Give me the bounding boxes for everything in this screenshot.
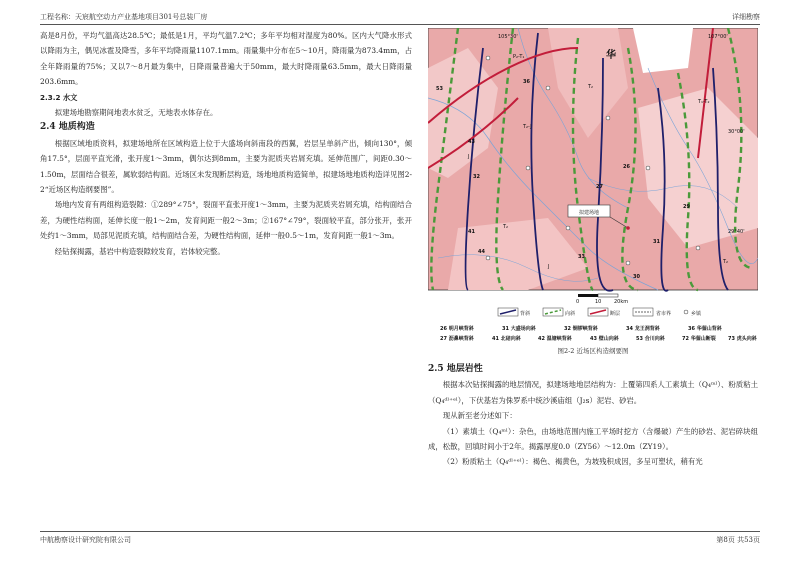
- structure-item: 53 合川向斜: [636, 336, 665, 342]
- structure-item: 43 壁山向斜: [590, 336, 619, 342]
- structure-number: 30: [633, 274, 640, 280]
- scale-label: 10: [595, 299, 602, 305]
- strata-paragraph: 根据本次钻探揭露的地层情况，拟建场地地层结构为：上覆第四系人工素填土（Q₄ᵐˡ）、粉质粘土（Q₄ᵈˡ⁺ᵉˡ），下伏基岩为侏罗系中统沙溪庙组（J₂s）泥岩、砂岩。: [428, 380, 758, 405]
- survey-stage: 详细勘察: [732, 13, 760, 21]
- scale-label: 20km: [614, 299, 629, 305]
- structure-number: 29: [683, 204, 690, 210]
- hydrology-paragraph: 拟建场地勘察期间地表水贫乏，无地表水体存在。: [54, 108, 218, 118]
- figure-caption: 图2-2 近场区构造纲要图: [557, 347, 629, 355]
- page-footer: [40, 531, 760, 545]
- drilling-paragraph: 经钻探揭露，基岩中构造裂隙较发育，岩体较完整。: [54, 246, 225, 256]
- legend-label: 省市界: [656, 311, 672, 317]
- structure-item: 73 虎头向斜: [728, 336, 757, 342]
- town-symbol: [684, 310, 688, 314]
- structure-item: 72 华蓥山断裂: [682, 336, 716, 342]
- unit-label: J: [548, 264, 550, 270]
- strata-intro: 现从新至老分述如下：: [442, 411, 517, 421]
- legend-label: 向斜: [565, 311, 576, 317]
- structure-map-figure: [428, 28, 758, 348]
- left-column: [40, 28, 412, 259]
- clay-description: （2）粉质粘土（Q₄ᵈˡ⁺ᵉˡ）：褐色、褐黄色，为坡残积成因，多呈可塑状，稍有光: [442, 457, 703, 467]
- site-point: [626, 226, 630, 230]
- coord-tr: 107°00': [708, 34, 728, 40]
- structure-number: 44: [478, 249, 485, 255]
- structure-number: 26: [623, 164, 630, 170]
- legend-label: 背斜: [520, 311, 531, 317]
- coord-r1: 30°00': [728, 129, 745, 135]
- page-number: 第8页 共53页: [716, 536, 760, 544]
- structure-item: 27 沥鼻峡背斜: [440, 336, 474, 342]
- unit-label: J: [468, 154, 470, 160]
- structure-item: 34 龙王洞背斜: [626, 326, 660, 332]
- page-header: [40, 6, 760, 25]
- map-blank-area: [633, 28, 693, 73]
- structure-item: 42 温塘峡背斜: [538, 336, 572, 342]
- scale-bar: [576, 294, 628, 305]
- structure-number: 41: [468, 229, 475, 235]
- scale-label: 0: [576, 299, 580, 305]
- coord-tl: 105°30': [498, 34, 518, 40]
- structure-number: 43: [468, 139, 475, 145]
- right-column: [428, 362, 758, 470]
- structure-number: 33: [578, 254, 585, 260]
- structure-item: 32 铜锣峡背斜: [564, 326, 598, 332]
- coord-r2: 29°40': [728, 229, 745, 235]
- hua-label: 华: [606, 50, 616, 61]
- legend-label: 断层: [610, 311, 621, 317]
- site-label: 拟建场地: [578, 210, 600, 216]
- geology-heading: 2.4 地质构造: [40, 122, 95, 133]
- geology-paragraph: 根据区域地质资料，拟建场地所在区域构造上位于大盛场向斜南段的西翼，岩层呈单斜产出，倾向130°，倾角17.5°，层面平直光滑，张开度1～3mm，偶尔达到8mm，主要为泥质夹岩屑充填。延伸范围广，间距0.30～1.50m，层面结合很差，属软弱结构面。近场区未发现断层构造，场地地质构造简单，拟建场地地质构造详见图2-2“近场区构造纲要图”。: [40, 138, 412, 195]
- structure-number: 36: [523, 79, 530, 85]
- structure-number: 32: [473, 174, 480, 180]
- project-name: 工程名称：天宸航空动力产业基地项目301号总装厂房: [40, 13, 208, 21]
- unit-label: P₂-T₁: [513, 54, 525, 60]
- fill-description: （1）素填土（Q₄ᵐˡ）：杂色，由场地范围内施工平场时挖方（含爆破）产生的砂岩、泥岩碎块组成，松散，回填时间小于2年。揭露厚度0.0（ZY56）～12.0m（ZY19）。: [428, 426, 758, 452]
- fracture-paragraph: 场地内发育有两组构造裂隙：①289°∠75°，裂面平直张开度1～3mm，主要为泥质夹岩屑充填，结构面结合差，为硬性结构面，延伸长度一般1～2m，发育间距一般2～3m；②167°∠79°，裂面较平直，部分张开，张开处约1～3mm，局部见泥质充填，结构面结合差，为硬性结构面，延伸一般0.5～1m，发育间距一般1～3m。: [40, 200, 412, 241]
- unit-label: T₂: [723, 259, 729, 265]
- structure-item: 26 明月峡背斜: [440, 326, 474, 332]
- structure-number: 31: [653, 239, 660, 245]
- structure-list: [440, 325, 757, 342]
- company-name: 中航勘察设计研究院有限公司: [40, 536, 131, 544]
- strata-heading: 2.5 地层岩性: [428, 364, 483, 374]
- unit-label: T₂-J: [523, 124, 532, 130]
- hydrology-heading: 2.3.2 水文: [40, 92, 78, 102]
- unit-label: T₂: [503, 224, 509, 230]
- structure-item: 41 北碚向斜: [492, 336, 521, 342]
- structure-number: 53: [436, 86, 443, 92]
- map-legend: [498, 308, 702, 317]
- structure-number: 27: [596, 184, 603, 190]
- climate-paragraph: 高是8月份，平均气温高达28.5℃；最低是1月，平均气温7.2℃；多年平均相对湿度为80%。区内大气降水形式以降雨为主，偶见冰雹及降雪，多年平均降雨量1107.1mm。雨量集中分布在5～10月，降雨量为873.4mm，占全年降雨量的75%；又以7～8月最为集中，日降雨量普遍大于50mm，最大时降雨量63.5mm，最大日降雨量203.6mm。: [40, 31, 412, 87]
- structure-item: 31 大盛场向斜: [502, 326, 536, 332]
- unit-label: T₂: [588, 84, 594, 90]
- legend-label: 乡镇: [691, 311, 702, 317]
- structure-item: 36 华蓥山背斜: [688, 326, 722, 332]
- unit-label: T₁-T₂: [698, 99, 710, 105]
